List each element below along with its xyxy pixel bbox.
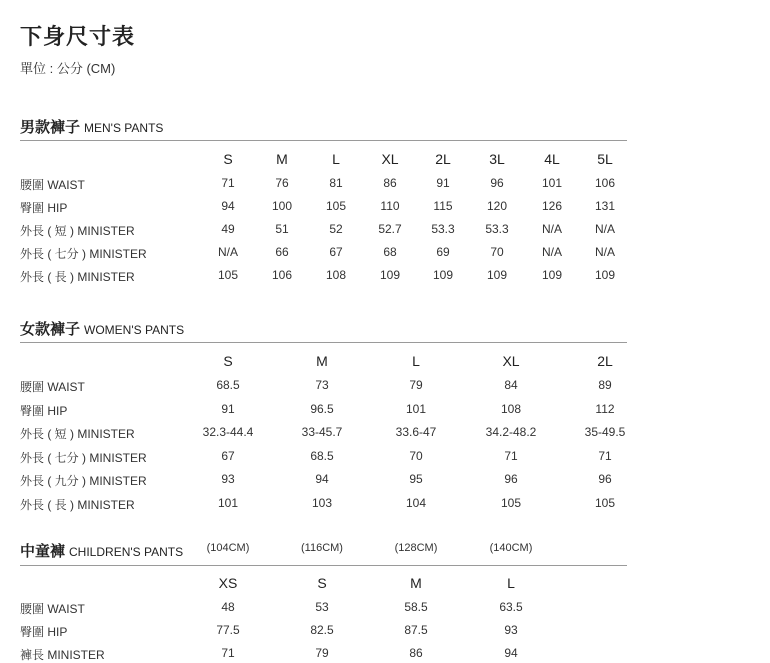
table-cell: 84 <box>504 378 518 392</box>
table-cell: 69 <box>436 245 450 259</box>
table-cell: 35-49.5 <box>584 425 626 439</box>
table-cell: 86 <box>383 176 397 190</box>
table-cell: 58.5 <box>404 600 428 614</box>
table-cell: 126 <box>541 199 563 213</box>
table-cell: 76 <box>275 176 289 190</box>
table-cell: 101 <box>217 495 239 510</box>
age-label: (116CM) <box>301 542 343 554</box>
table-cell: 93 <box>504 623 518 637</box>
row-label: 褲長 MINISTER <box>20 648 105 662</box>
table-cell: 71 <box>504 448 518 463</box>
page-title: 下身尺寸表 <box>20 24 136 49</box>
women-title-zh: 女款褲子 <box>20 321 81 338</box>
children-title-en: CHILDREN'S PANTS <box>69 545 184 559</box>
table-cell: 120 <box>486 199 508 213</box>
table-cell: 81 <box>329 176 343 190</box>
row-label: 外長 ( 九分 ) MINISTER <box>20 474 147 488</box>
table-cell: N/A <box>594 222 615 236</box>
row-label: 腰圍 WAIST <box>20 178 85 192</box>
men-section-title <box>20 116 163 137</box>
table-cell: 33.6-47 <box>395 425 437 439</box>
size-header: 2L <box>435 151 451 167</box>
table-cell: 68.5 <box>310 448 334 463</box>
size-header: M <box>410 575 422 591</box>
row-label: 外長 ( 短 ) MINISTER <box>20 427 135 441</box>
row-label: 臀圍 HIP <box>20 403 68 418</box>
table-cell: 93 <box>221 472 235 486</box>
size-header: S <box>223 353 233 369</box>
table-cell: 96 <box>490 176 504 190</box>
row-label: 外長 ( 長 ) MINISTER <box>20 270 135 284</box>
table-cell: 68 <box>383 245 397 259</box>
table-cell: 33-45.7 <box>301 425 343 439</box>
table-cell: 106 <box>594 176 616 190</box>
table-cell: 105 <box>594 495 616 510</box>
table-cell: 67 <box>329 245 343 259</box>
age-label: (128CM) <box>394 542 438 554</box>
table-cell: 67 <box>221 448 235 463</box>
table-cell: 108 <box>325 268 347 282</box>
table-cell: 96 <box>504 472 518 486</box>
table-cell: 91 <box>221 401 235 416</box>
table-cell: 70 <box>409 448 423 463</box>
size-header: XS <box>218 575 238 591</box>
size-header: 5L <box>597 151 613 167</box>
table-cell: 101 <box>541 176 563 190</box>
table-cell: 109 <box>379 268 401 282</box>
row-label: 外長 ( 七分 ) MINISTER <box>20 450 147 465</box>
women-title-en: WOMEN'S PANTS <box>84 323 185 337</box>
table-cell: 51 <box>275 222 289 236</box>
row-label: 腰圍 WAIST <box>20 602 85 616</box>
table-cell: 110 <box>380 199 400 213</box>
size-header: 2L <box>597 353 613 369</box>
table-cell: 68.5 <box>216 378 240 392</box>
table-cell: 109 <box>594 268 616 282</box>
table-cell: 32.3-44.4 <box>202 425 254 439</box>
row-label: 外長 ( 七分 ) MINISTER <box>20 247 147 261</box>
table-cell: 95 <box>409 472 423 486</box>
table-cell: 53.3 <box>431 222 455 236</box>
table-cell: 86 <box>409 646 423 660</box>
unit-note: 單位 : 公分 (CM) <box>20 61 116 76</box>
size-header: S <box>317 575 327 591</box>
row-label: 外長 ( 短 ) MINISTER <box>20 224 135 238</box>
age-label: (104CM) <box>206 542 250 554</box>
table-cell: 71 <box>221 646 235 660</box>
table-cell: 109 <box>541 268 563 282</box>
table-cell: 105 <box>500 495 522 510</box>
children-title-zh: 中童褲 <box>20 543 66 560</box>
table-cell: N/A <box>541 245 562 259</box>
size-header: XL <box>381 151 399 167</box>
men-divider <box>20 140 627 141</box>
table-cell: 53.3 <box>485 222 509 236</box>
table-cell: 109 <box>432 268 454 282</box>
table-cell: 70 <box>490 245 504 259</box>
table-cell: 104 <box>405 495 427 510</box>
size-header: L <box>507 575 515 591</box>
table-cell: 115 <box>433 199 453 213</box>
size-header: 3L <box>489 151 505 167</box>
size-header: S <box>223 151 233 167</box>
size-header: L <box>412 353 420 369</box>
row-label: 腰圍 WAIST <box>20 380 85 394</box>
table-cell: 101 <box>405 401 427 416</box>
size-header: M <box>276 151 288 167</box>
row-label: 外長 ( 長 ) MINISTER <box>20 497 135 512</box>
table-cell: 71 <box>598 448 612 463</box>
table-cell: 106 <box>271 268 293 282</box>
table-cell: 96.5 <box>310 401 334 416</box>
table-cell: 87.5 <box>404 623 428 637</box>
table-cell: 49 <box>221 222 235 236</box>
children-divider <box>20 565 627 566</box>
table-cell: 77.5 <box>216 623 240 637</box>
table-cell: 94 <box>221 199 235 213</box>
table-cell: 66 <box>275 245 289 259</box>
table-cell: 94 <box>504 646 518 660</box>
table-cell: 63.5 <box>499 600 523 614</box>
men-title-en: MEN'S PANTS <box>84 121 164 135</box>
table-cell: 105 <box>217 268 239 282</box>
table-cell: 52 <box>329 222 343 236</box>
table-cell: 108 <box>500 401 522 416</box>
table-cell: 73 <box>315 378 329 392</box>
size-header: 4L <box>544 151 560 167</box>
table-cell: 89 <box>598 378 612 392</box>
table-cell: 91 <box>436 176 450 190</box>
table-cell: 131 <box>594 199 616 213</box>
table-cell: N/A <box>217 245 238 259</box>
table-cell: 71 <box>221 176 235 190</box>
size-header: M <box>316 353 328 369</box>
table-cell: N/A <box>541 222 562 236</box>
table-cell: 112 <box>595 401 615 416</box>
table-cell: N/A <box>594 245 615 259</box>
women-section-title <box>20 318 184 339</box>
row-label: 臀圍 HIP <box>20 625 68 639</box>
table-cell: 96 <box>598 472 612 486</box>
table-cell: 105 <box>325 199 347 213</box>
table-cell: 48 <box>221 600 235 614</box>
row-label: 臀圍 HIP <box>20 201 68 215</box>
children-section-title <box>20 540 183 561</box>
table-cell: 53 <box>315 600 329 614</box>
size-header: XL <box>502 353 520 369</box>
table-cell: 79 <box>409 378 423 392</box>
size-header: L <box>332 151 340 167</box>
table-cell: 94 <box>315 472 329 486</box>
table-cell: 34.2-48.2 <box>485 425 537 439</box>
men-title-zh: 男款褲子 <box>20 119 81 136</box>
table-cell: 79 <box>315 646 329 660</box>
table-cell: 82.5 <box>310 623 334 637</box>
table-cell: 52.7 <box>378 222 402 236</box>
table-cell: 109 <box>486 268 508 282</box>
women-divider <box>20 342 627 343</box>
age-label: (140CM) <box>489 542 533 554</box>
table-cell: 100 <box>271 199 293 213</box>
table-cell: 103 <box>311 495 333 510</box>
